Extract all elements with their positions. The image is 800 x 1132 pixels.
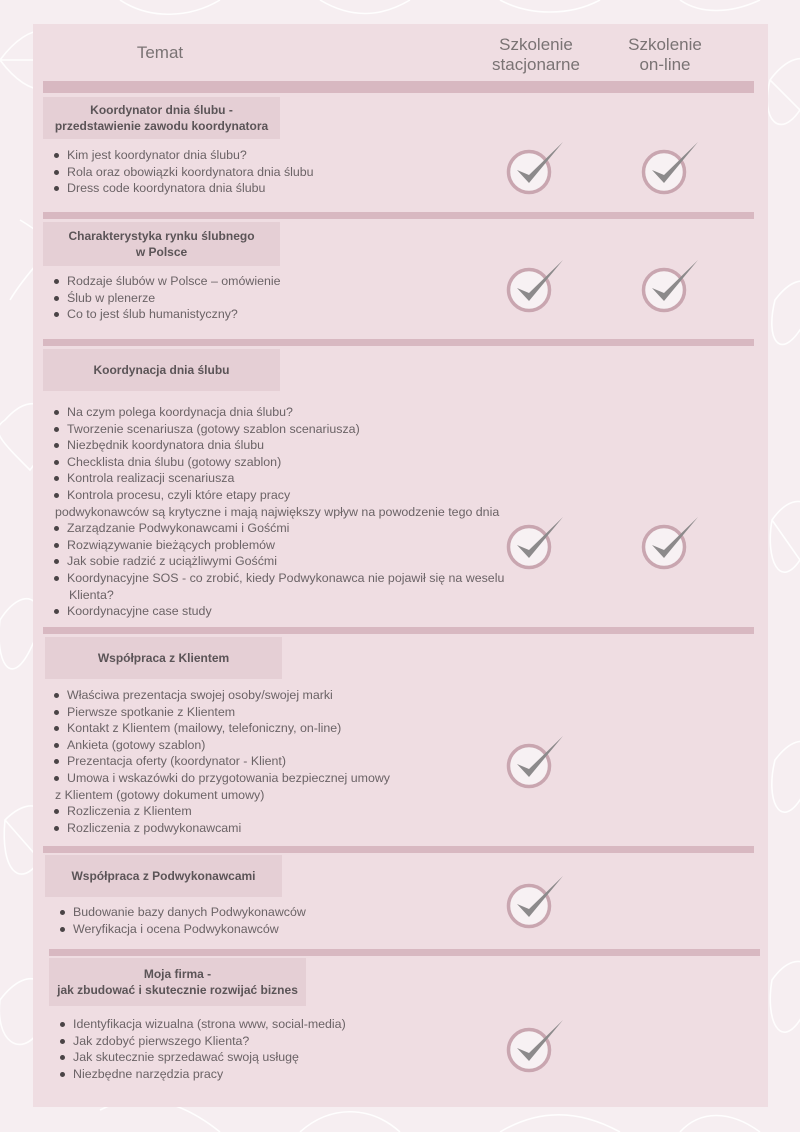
topic-item: Niezbędne narzędzia pracy [59, 1066, 346, 1083]
topic-item: Kontrola procesu, czyli które etapy pracy [53, 487, 504, 504]
topic-item: Ślub w plenerze [53, 290, 281, 307]
checkmark-circle-icon [503, 254, 569, 316]
checkmark-circle-icon [503, 511, 569, 573]
topic-item-continuation: Klienta? [69, 587, 114, 602]
section-topics-list [59, 1016, 346, 1082]
topic-item: Identyfikacja wizualna (strona www, social-media) [59, 1016, 346, 1033]
topic-item: Koordynacyjne case study [53, 603, 504, 620]
section-title: Współpraca z Podwykonawcami [45, 855, 282, 897]
topic-item: Koordynacyjne SOS - co zrobić, kiedy Podwykonawca nie pojawił się na weselu [53, 570, 504, 587]
section-divider [43, 339, 754, 346]
topic-item: Rodzaje ślubów w Polsce – omówienie [53, 273, 281, 290]
topic-item: Jak sobie radzić z uciążliwymi Gośćmi [53, 553, 504, 570]
section-topics-list [53, 147, 314, 197]
topic-item: Rozliczenia z podwykonawcami [53, 820, 390, 837]
checkmark-circle-icon [638, 254, 704, 316]
topic-item: Prezentacja oferty (koordynator - Klient) [53, 753, 390, 770]
topic-item: Niezbędnik koordynatora dnia ślubu [53, 437, 504, 454]
topic-item: Rola oraz obowiązki koordynatora dnia ślubu [53, 164, 314, 181]
section-title: Charakterystyka rynku ślubnego w Polsce [43, 222, 280, 266]
section-topics-list [53, 687, 390, 836]
topic-item: Właściwa prezentacja swojej osoby/swojej marki [53, 687, 390, 704]
column-header-stationary: Szkolenie stacjonarne [492, 35, 580, 74]
topic-item: Na czym polega koordynacja dnia ślubu? [53, 404, 504, 421]
topic-item-continuation: podwykonawców są krytyczne i mają największy wpływ na powodzenie tego dnia [55, 504, 500, 519]
section-title: Koordynacja dnia ślubu [43, 349, 280, 391]
topic-item: Kontakt z Klientem (mailowy, telefoniczny, on-line) [53, 720, 390, 737]
topic-item: Weryfikacja i ocena Podwykonawców [59, 921, 306, 938]
topic-item: Dress code koordynatora dnia ślubu [53, 180, 314, 197]
column-header-online: Szkolenie on-line [628, 35, 702, 74]
section-topics-list [59, 904, 306, 937]
checkmark-circle-icon [638, 136, 704, 198]
topic-item: Umowa i wskazówki do przygotowania bezpiecznej umowy [53, 770, 390, 787]
section-divider [43, 81, 754, 93]
topic-item-continuation: z Klientem (gotowy dokument umowy) [55, 787, 265, 802]
topic-item: Ankieta (gotowy szablon) [53, 737, 390, 754]
section-divider [43, 212, 754, 219]
checkmark-circle-icon [503, 870, 569, 932]
topic-item: Jak zdobyć pierwszego Klienta? [59, 1033, 346, 1050]
topic-item: Kim jest koordynator dnia ślubu? [53, 147, 314, 164]
section-title: Koordynator dnia ślubu - przedstawienie zawodu koordynatora [43, 97, 280, 139]
section-divider [43, 846, 754, 853]
checkmark-circle-icon [503, 1014, 569, 1076]
column-header-topic: Temat [136, 43, 184, 62]
topic-item: Budowanie bazy danych Podwykonawców [59, 904, 306, 921]
topic-item: Pierwsze spotkanie z Klientem [53, 704, 390, 721]
checkmark-circle-icon [638, 511, 704, 573]
topic-item: Kontrola realizacji scenariusza [53, 470, 504, 487]
topic-item: Rozliczenia z Klientem [53, 803, 390, 820]
section-divider [49, 949, 760, 956]
section-title: Moja firma - jak zbudować i skutecznie rozwijać biznes [49, 958, 306, 1006]
section-divider [43, 627, 754, 634]
topic-item: Co to jest ślub humanistyczny? [53, 306, 281, 323]
topic-item: Jak skutecznie sprzedawać swoją usługę [59, 1049, 346, 1066]
topic-item: Tworzenie scenariusza (gotowy szablon scenariusza) [53, 421, 504, 438]
section-topics-list [53, 404, 504, 620]
section-topics-list [53, 273, 281, 323]
topic-item: Rozwiązywanie bieżących problemów [53, 537, 504, 554]
section-title: Współpraca z Klientem [45, 637, 282, 679]
checkmark-circle-icon [503, 730, 569, 792]
topic-item: Checklista dnia ślubu (gotowy szablon) [53, 454, 504, 471]
topic-item: Zarządzanie Podwykonawcami i Gośćmi [53, 520, 504, 537]
checkmark-circle-icon [503, 136, 569, 198]
